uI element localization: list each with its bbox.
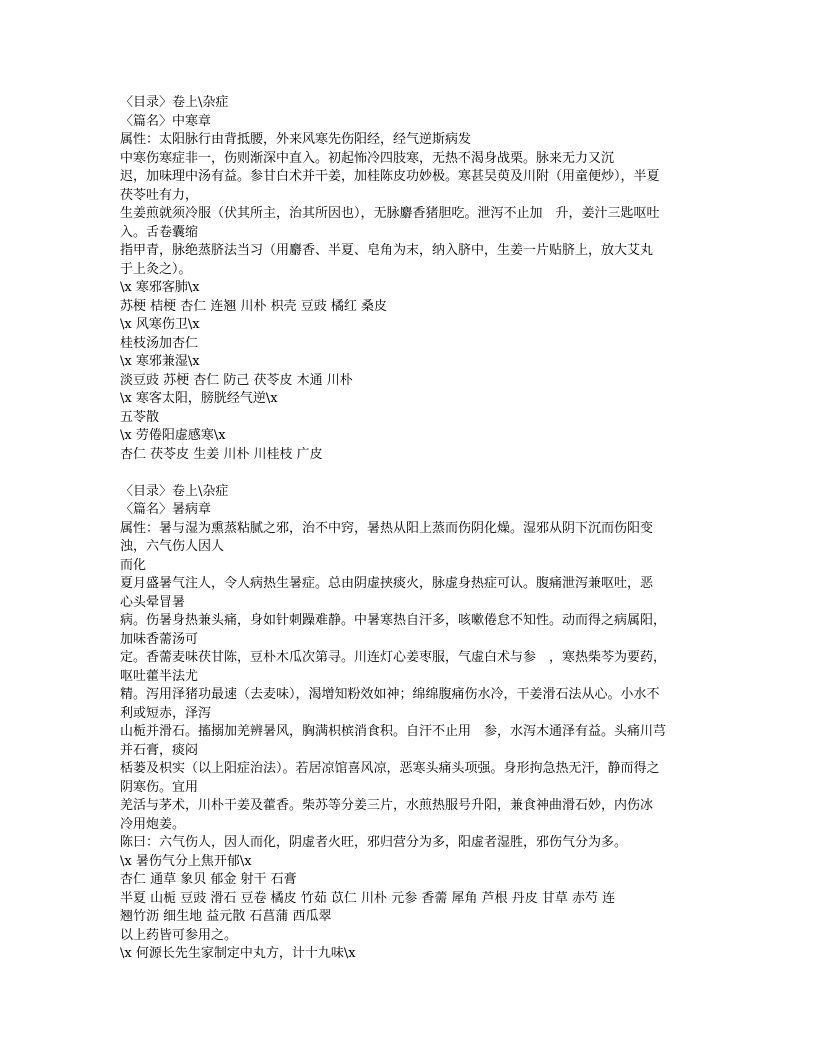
- text-line: 夏月盛暑气注人，令人病热生暑症。总由阴虚挟痰火，脉虚身热症可认。腹痛泄泻兼呕吐，恶: [120, 576, 654, 591]
- section-cold-chapter: [120, 94, 700, 464]
- text-line: 桂枝汤加杏仁: [120, 335, 199, 351]
- text-line: 〈篇名〉中寒章: [120, 113, 212, 129]
- text-line: 淡豆豉 苏梗 杏仁 防己 茯苓皮 木通 川朴: [120, 372, 353, 388]
- text-line: 加味香薷汤可: [120, 631, 199, 647]
- text-line: 病。伤暑身热兼头痛，身如针刺躁难静。中暑寒热自汗多，咳嗽倦怠不知性。动而得之病属阳，: [120, 613, 667, 628]
- text-line: 呕吐藿半法尤: [120, 668, 199, 684]
- text-line: 五苓散: [120, 409, 160, 425]
- text-line: 利或短赤，泽泻: [120, 705, 212, 721]
- text-line: 栝蒌及枳实（以上阳症治法）。若居凉馆喜风凉，恶寒头痛头项强。身形拘急热无汗，静而得之: [120, 761, 660, 776]
- text-line: 翘竹沥 细生地 益元散 石菖蒲 西瓜翠: [120, 909, 332, 924]
- text-line: 心头晕冒暑: [120, 594, 186, 610]
- section-gap: [120, 464, 700, 483]
- text-line: 并石膏，痰闷: [120, 742, 199, 758]
- text-line: 茯苓吐有力，: [120, 187, 199, 203]
- text-line: 阴寒伤。宜用: [120, 779, 199, 795]
- text-line: 指甲青，脉绝蒸脐法当习（用麝香、半夏、皂角为末，纳入脐中，生姜一片贴脐上，放大艾丸: [120, 243, 654, 258]
- text-line: \x 暑伤气分上焦开郁\x: [120, 853, 252, 869]
- text-line: 属性：暑与湿为熏蒸粘腻之邪，治不中窍，暑热从阳上蒸而伤阴化燥。湿邪从阴下沉而伤阳变: [120, 520, 654, 536]
- text-line: 杏仁 茯苓皮 生姜 川朴 川桂枝 广皮: [120, 446, 323, 462]
- text-line: 属性：太阳脉行由背抵腰，外来风寒先伤阳经，经气逆斯病发: [120, 132, 472, 147]
- text-line: 以上药皆可参用之。: [120, 927, 238, 943]
- text-line: 陈曰：六气伤人，因人而化，阴虚者火旺，邪归营分为多，阳虚者湿胜，邪伤气分为多。: [120, 835, 628, 850]
- text-line: 杏仁 通草 象贝 郁金 射干 石膏: [120, 872, 297, 887]
- text-line: 中寒伤寒症非一，伤则渐深中直入。初起怖冷四肢寒，无热不渴身战栗。脉来无力又沉: [120, 150, 615, 166]
- text-line: 半夏 山栀 豆豉 滑石 豆卷 橘皮 竹茹 苡仁 川朴 元参 香薷 犀角 芦根 丹皮 甘草 赤芍 连: [120, 890, 616, 906]
- text-line: 苏梗 桔梗 杏仁 连翘 川朴 枳壳 豆豉 橘红 桑皮: [120, 298, 388, 314]
- text-line: \x 风寒伤卫\x: [120, 317, 200, 332]
- text-line: 冷用炮姜。: [120, 816, 186, 832]
- section-summer-heat-chapter: [120, 483, 700, 964]
- text-line: 于上灸之）。: [120, 261, 192, 277]
- text-line: 精。泻用泽猪功最速（去麦味），渴增知粉效如神；绵绵腹痛伤水冷，干姜滑石法从心。小水不: [120, 687, 660, 702]
- text-line: 定。香薷麦味茯甘陈，豆朴木瓜次第寻。川连灯心姜枣服，气虚白术与参 ，寒热柴芩为要药，: [120, 650, 667, 665]
- text-line: 山栀并滑石。搐搦加羌辨暑风，胸满枳槟消食积。自汗不止用 参，水泻木通泽有益。头痛川芎: [120, 724, 667, 739]
- text-line: 生姜煎就须冷服（伏其所主，治其所因也），无脉麝香猪胆吃。泄泻不止加 升，姜汁三匙呕吐: [120, 206, 660, 221]
- text-line: 入。舌卷囊缩: [120, 224, 199, 240]
- text-line: \x 何源长先生家制定中丸方，计十九味\x: [120, 946, 356, 961]
- text-line: 〈篇名〉暑病章: [120, 502, 212, 517]
- text-line: \x 寒邪兼湿\x: [120, 354, 200, 369]
- document-page: [120, 94, 700, 964]
- text-line: \x 寒客太阳，膀胱经气逆\x: [120, 391, 278, 406]
- text-line: 〈目录〉卷上\杂症: [120, 483, 229, 499]
- text-line: 浊，六气伤人因人: [120, 539, 225, 554]
- text-line: 而化: [120, 557, 147, 573]
- text-line: \x 寒邪客肺\x: [120, 280, 200, 295]
- text-line: 迟，加味理中汤有益。参甘白术并干姜，加桂陈皮功妙极。寒甚吴萸及川附（用童便炒），半夏: [120, 169, 660, 184]
- text-line: \x 劳倦阳虚感寒\x: [120, 428, 226, 443]
- text-line: 〈目录〉卷上\杂症: [120, 95, 229, 110]
- text-line: 羌活与茅术，川朴干姜及藿香。柴苏等分姜三片，水煎热服号升阳，兼食神曲滑石妙，内伤冰: [120, 798, 654, 813]
